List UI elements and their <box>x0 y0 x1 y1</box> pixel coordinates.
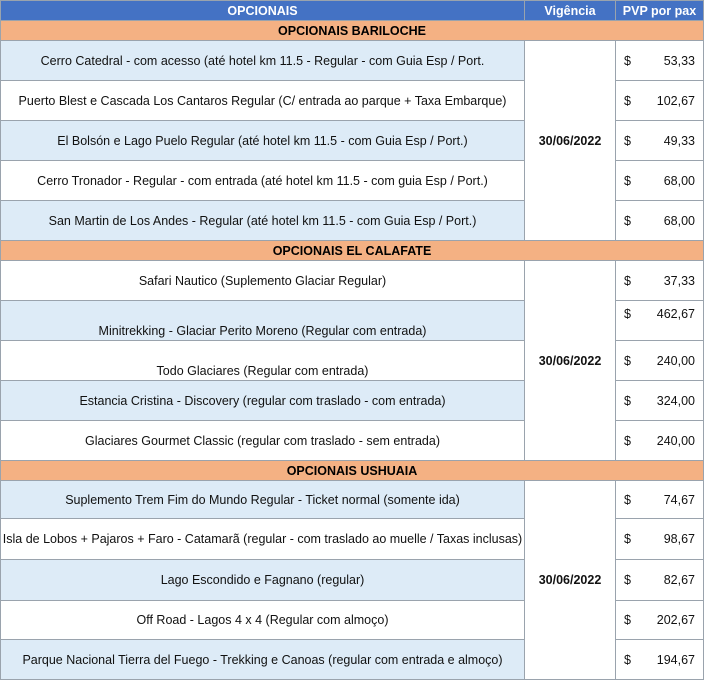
currency-symbol: $ <box>624 133 631 148</box>
currency-symbol: $ <box>624 273 631 288</box>
section-title: OPCIONAIS USHUAIA <box>1 461 704 481</box>
price-value: 68,00 <box>663 173 695 188</box>
currency-symbol: $ <box>624 353 631 368</box>
price-cell <box>616 519 704 560</box>
header-pvp: PVP por pax <box>616 1 704 21</box>
price-cell <box>616 481 704 519</box>
price-value: 49,33 <box>663 133 695 148</box>
price-value: 462,67 <box>656 307 695 321</box>
price-value: 74,67 <box>663 492 695 507</box>
price-value: 240,00 <box>656 353 695 368</box>
price-cell <box>616 41 704 81</box>
price-cell <box>616 261 704 301</box>
section-header-bariloche <box>1 21 704 41</box>
option-description: Off Road - Lagos 4 x 4 (Regular com almoço) <box>1 601 525 640</box>
currency-symbol: $ <box>624 173 631 188</box>
option-description: Glaciares Gourmet Classic (regular com traslado - sem entrada) <box>1 421 525 461</box>
price-cell <box>616 640 704 680</box>
option-description: Puerto Blest e Cascada Los Cantaros Regular (C/ entrada ao parque + Taxa Embarque) <box>1 81 525 121</box>
price-cell <box>616 81 704 121</box>
price-value: 82,67 <box>663 573 695 587</box>
price-cell <box>616 341 704 381</box>
table-header-row <box>1 1 704 21</box>
currency-symbol: $ <box>624 613 631 627</box>
option-description: Isla de Lobos + Pajaros + Faro - Catamarã (regular - com traslado ao muelle / Taxas inclusas) <box>1 519 525 560</box>
price-value: 53,33 <box>663 53 695 68</box>
price-value: 102,67 <box>656 93 695 108</box>
header-opcionais: OPCIONAIS <box>1 1 525 21</box>
price-value: 240,00 <box>656 433 695 448</box>
price-cell <box>616 601 704 640</box>
option-description: Todo Glaciares (Regular com entrada) <box>1 341 525 381</box>
vigencia-date: 30/06/2022 <box>525 481 616 680</box>
price-value: 98,67 <box>663 532 695 546</box>
price-value: 324,00 <box>656 393 695 408</box>
currency-symbol: $ <box>624 492 631 507</box>
table-row <box>1 261 704 301</box>
option-description: Lago Escondido e Fagnano (regular) <box>1 560 525 601</box>
currency-symbol: $ <box>624 307 631 321</box>
currency-symbol: $ <box>624 53 631 68</box>
option-description: Cerro Tronador - Regular - com entrada (até hotel km 11.5 - com guia Esp / Port.) <box>1 161 525 201</box>
price-value: 68,00 <box>663 213 695 228</box>
currency-symbol: $ <box>624 93 631 108</box>
table-row <box>1 41 704 81</box>
option-description: Suplemento Trem Fim do Mundo Regular - Ticket normal (somente ida) <box>1 481 525 519</box>
option-description: El Bolsón e Lago Puelo Regular (até hotel km 11.5 - com Guia Esp / Port.) <box>1 121 525 161</box>
currency-symbol: $ <box>624 652 631 667</box>
vigencia-date: 30/06/2022 <box>525 41 616 241</box>
vigencia-date: 30/06/2022 <box>525 261 616 461</box>
price-cell <box>616 560 704 601</box>
price-cell <box>616 121 704 161</box>
header-vigencia: Vigência <box>525 1 616 21</box>
option-description: San Martin de Los Andes - Regular (até hotel km 11.5 - com Guia Esp / Port.) <box>1 201 525 241</box>
currency-symbol: $ <box>624 433 631 448</box>
option-description: Parque Nacional Tierra del Fuego - Trekking e Canoas (regular com entrada e almoço) <box>1 640 525 680</box>
option-description: Estancia Cristina - Discovery (regular com traslado - com entrada) <box>1 381 525 421</box>
price-value: 194,67 <box>656 652 695 667</box>
option-description: Cerro Catedral - com acesso (até hotel km 11.5 - Regular - com Guia Esp / Port. <box>1 41 525 81</box>
currency-symbol: $ <box>624 393 631 408</box>
price-cell <box>616 421 704 461</box>
currency-symbol: $ <box>624 213 631 228</box>
price-cell <box>616 381 704 421</box>
section-header-el-calafate <box>1 241 704 261</box>
price-value: 37,33 <box>663 273 695 288</box>
option-description: Minitrekking - Glaciar Perito Moreno (Regular com entrada) <box>1 301 525 341</box>
price-cell <box>616 201 704 241</box>
price-value: 202,67 <box>656 613 695 627</box>
price-cell <box>616 161 704 201</box>
currency-symbol: $ <box>624 573 631 587</box>
currency-symbol: $ <box>624 532 631 546</box>
section-header-ushuaia <box>1 461 704 481</box>
table-row <box>1 481 704 519</box>
option-description: Safari Nautico (Suplemento Glaciar Regular) <box>1 261 525 301</box>
section-title: OPCIONAIS EL CALAFATE <box>1 241 704 261</box>
price-cell <box>616 301 704 341</box>
section-title: OPCIONAIS BARILOCHE <box>1 21 704 41</box>
